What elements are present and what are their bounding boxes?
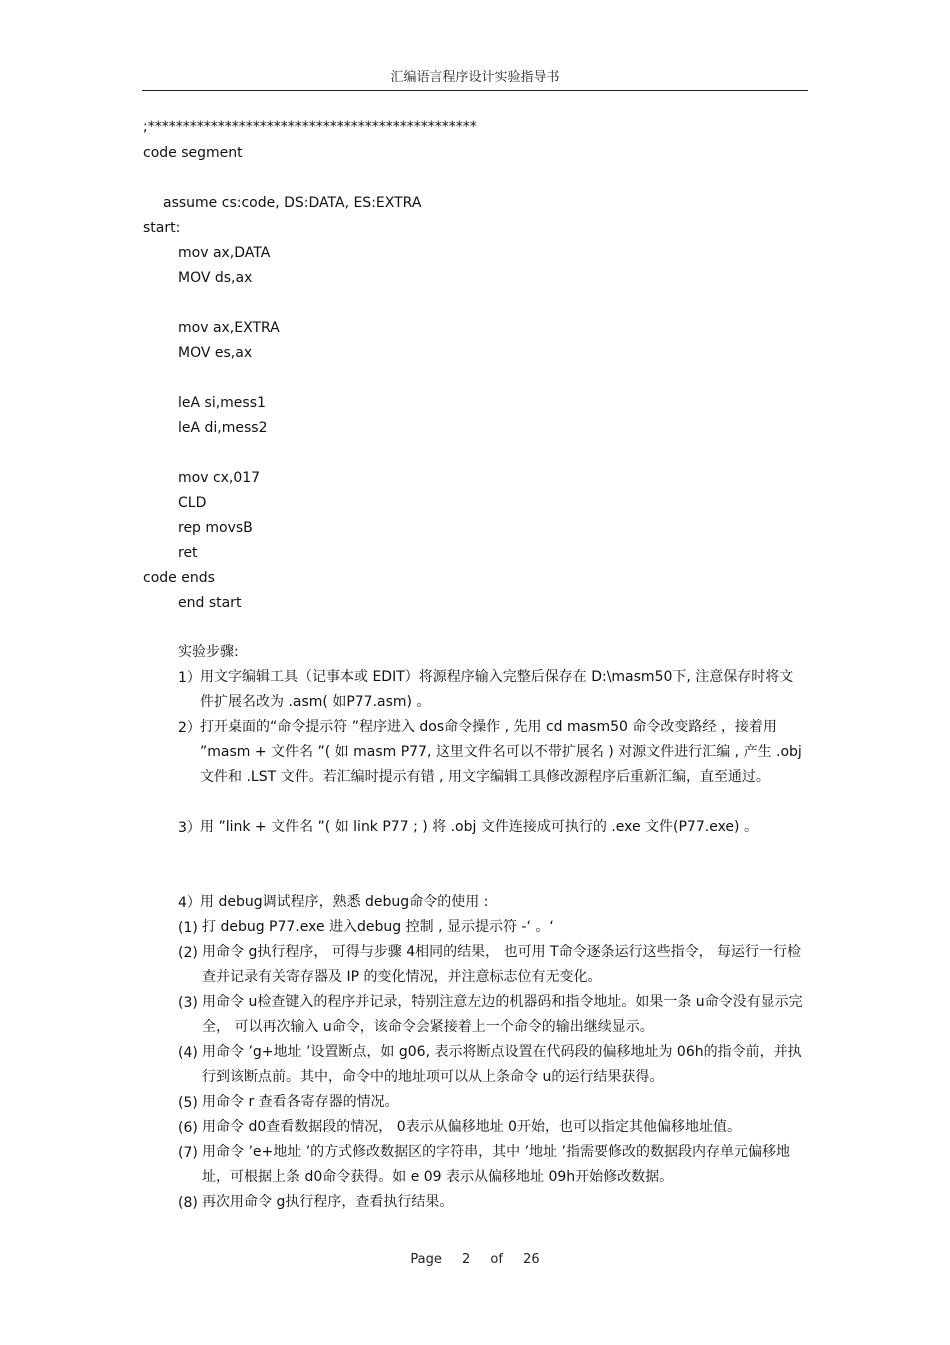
substep-text: 用命令 g执行程序， 可得与步骤 4相同的结果， 也可用 T命令逐条运行这些指令， 每运行一行检查并记录有关寄存器及 IP 的变化情况，并注意标志位有无变化。 — [202, 944, 802, 985]
header-divider — [142, 90, 808, 91]
substep-text: 用命令 d0查看数据段的情况， 0表示从偏移地址 0开始，也可以指定其他偏移地址值。 — [202, 1119, 741, 1135]
code-line: code segment — [143, 145, 243, 161]
substep-number: (4) — [178, 1045, 198, 1061]
substep-number: (2) — [178, 945, 198, 961]
code-line: leA si,mess1 — [178, 395, 266, 411]
step-number: 4） — [178, 895, 201, 911]
code-line: end start — [178, 595, 242, 611]
code-line: mov cx,017 — [178, 470, 261, 486]
substep-text: 用命令 ’g+地址 ’设置断点，如 g06, 表示将断点设置在代码段的偏移地址为 06h的指令前，并执行到该断点前。其中，命令中的地址项可以从上条命令 u的运行结果获得。 — [202, 1044, 802, 1085]
step-number: 1） — [178, 670, 201, 686]
substep-number: (1) — [178, 920, 198, 936]
footer-page-number: 2 — [461, 1252, 471, 1267]
substep-text: 再次用命令 g执行程序，查看执行结果。 — [202, 1194, 454, 1210]
code-line: CLD — [178, 495, 207, 511]
substep-text: 用命令 u检查键入的程序并记录，特别注意左边的机器码和指令地址。如果一条 u命令没有显示完全， 可以再次输入 u命令，该命令会紧接着上一个命令的输出继续显示。 — [202, 994, 803, 1035]
page-footer — [0, 1252, 950, 1267]
code-line: ret — [178, 545, 198, 561]
step-text: 用 debug调试程序，熟悉 debug命令的使用 : — [200, 894, 489, 910]
substep-number: (5) — [178, 1095, 198, 1111]
substep-number: (7) — [178, 1145, 198, 1161]
substep-number: (3) — [178, 995, 198, 1011]
code-comment-line: ;*********************************************** — [143, 119, 477, 135]
code-line: MOV es,ax — [178, 345, 253, 361]
substep-number: (8) — [178, 1195, 198, 1211]
code-line: rep movsB — [178, 520, 253, 536]
step-text: 用文字编辑工具（记事本或 EDIT）将源程序输入完整后保存在 D:\masm50下, 注意保存时将文件扩展名改为 .asm( 如P77.asm) 。 — [200, 669, 794, 710]
code-line: code ends — [143, 570, 215, 586]
page-header-title: 汇编语言程序设计实验指导书 — [390, 70, 560, 85]
substep-number: (6) — [178, 1120, 198, 1136]
footer-of-label: of — [490, 1252, 503, 1267]
step-text: 用 ”link + 文件名 ”( 如 link P77 ; ) 将 .obj 文件连接成可执行的 .exe 文件(P77.exe) 。 — [200, 819, 758, 835]
code-line: start: — [143, 220, 181, 236]
code-line: mov ax,DATA — [178, 245, 271, 261]
footer-page-label: Page — [410, 1252, 442, 1267]
code-line: leA di,mess2 — [178, 420, 268, 436]
code-line: mov ax,EXTRA — [178, 320, 280, 336]
substep-text: 打 debug P77.exe 进入debug 控制 , 显示提示符 -‘ 。‘ — [202, 919, 554, 935]
substep-text: 用命令 ’e+地址 ’的方式修改数据区的字符串，其中 ’地址 ’指需要修改的数据段内存单元偏移地址，可根据上条 d0命令获得。如 e 09 表示从偏移地址 09h开始修改数据。 — [202, 1144, 790, 1185]
substep-text: 用命令 r 查看各寄存器的情况。 — [202, 1094, 399, 1110]
code-line: MOV ds,ax — [178, 270, 253, 286]
step-text: 打开桌面的“命令提示符 ”程序进入 dos命令操作 , 先用 cd masm50 命令改变路经 ，接着用 ”masm + 文件名 ”( 如 masm P77, 这里文件名可以不带扩展名 ) 对源文件进行汇编 , 产生 .obj 文件和 .LST 文件。若汇编时提示有错 , 用文字编辑工具修改源程序后重新汇编，直至通过。 — [200, 719, 802, 785]
code-line: assume cs:code, DS:DATA, ES:EXTRA — [163, 195, 422, 211]
step-number: 3） — [178, 820, 201, 836]
step-number: 2） — [178, 720, 201, 736]
steps-heading: 实验步骤: — [178, 644, 239, 660]
footer-total-pages: 26 — [523, 1252, 540, 1267]
